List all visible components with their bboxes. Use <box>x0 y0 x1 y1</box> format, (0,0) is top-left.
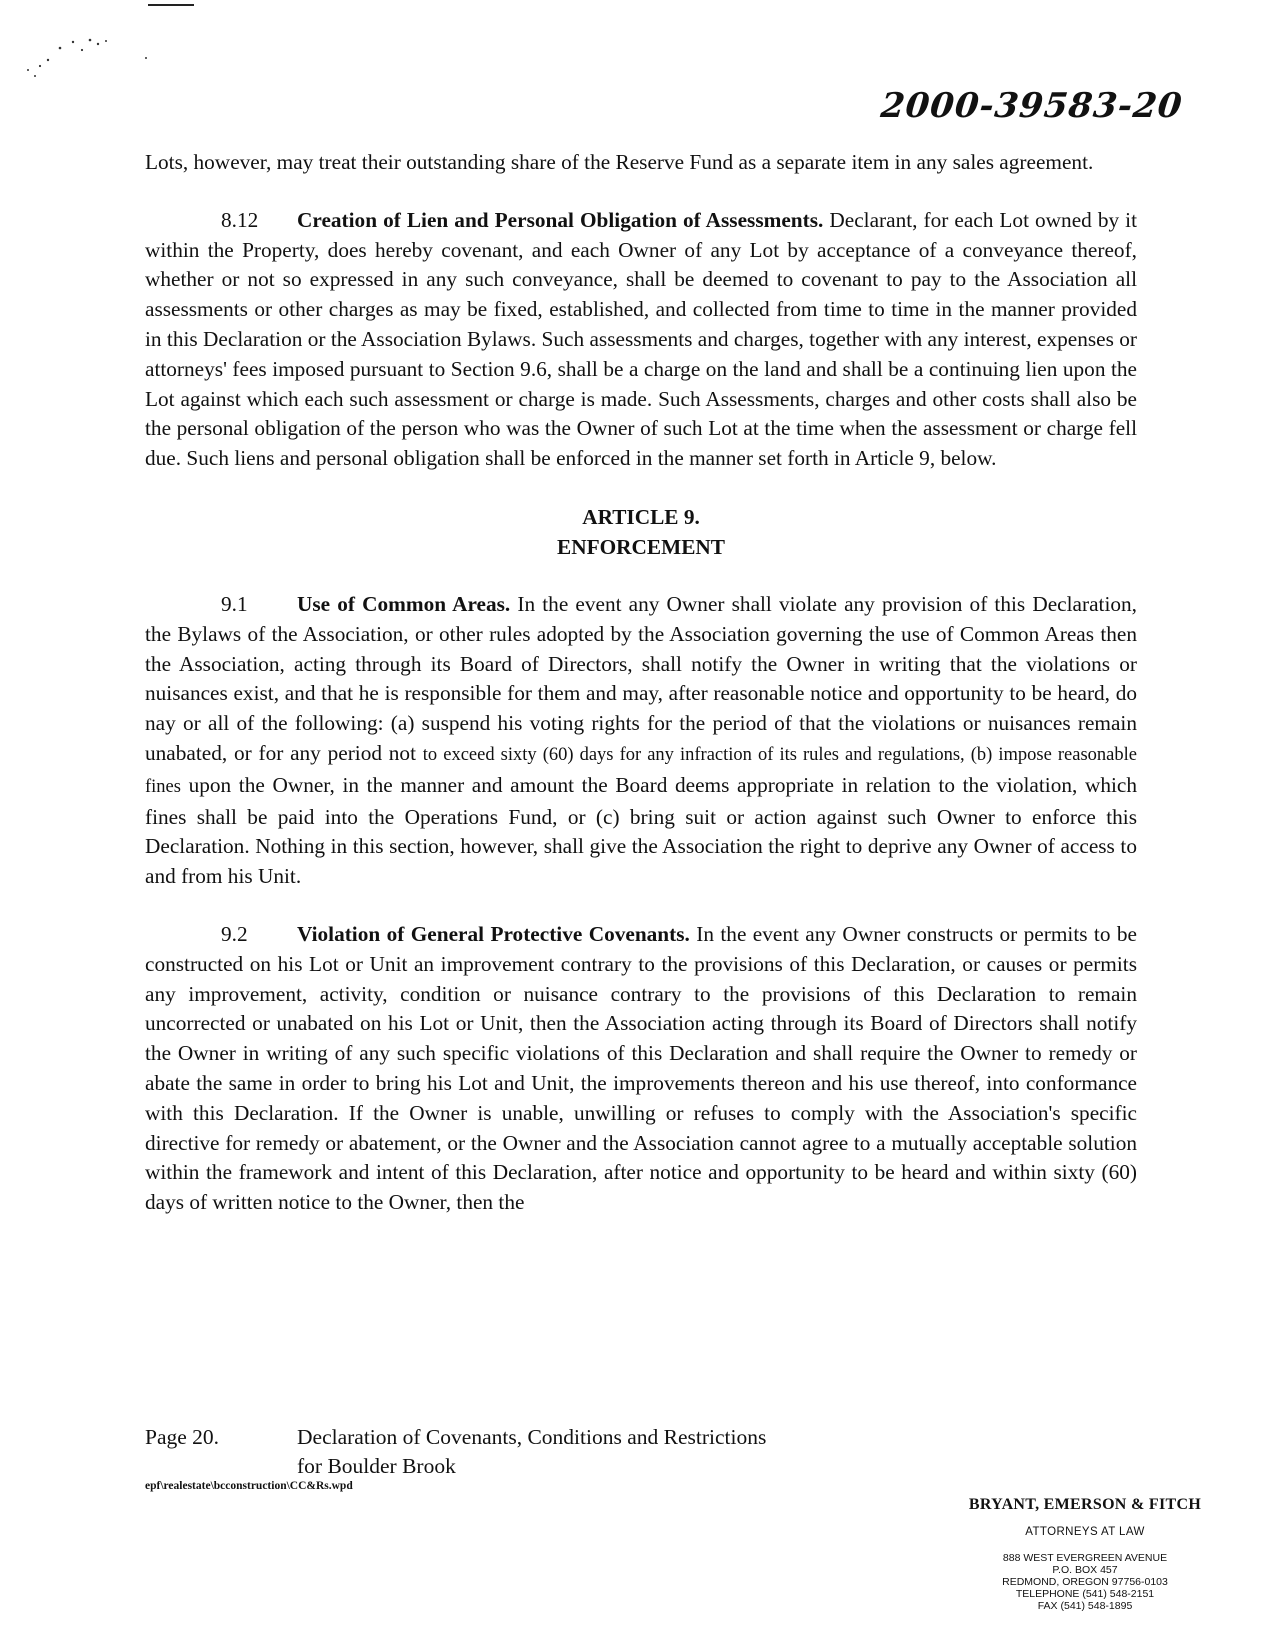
article-number: ARTICLE 9. <box>582 504 700 529</box>
footer-title-continued: for Boulder Brook <box>297 1454 456 1478</box>
footer-title: Declaration of Covenants, Conditions and Restrictions <box>297 1425 767 1449</box>
section-text-small-type: to exceed sixty (60) days for any infraction of its rules and regulations, (b) impose reasonable fines <box>145 744 1137 797</box>
address-line: 888 WEST EVERGREEN AVENUE <box>1002 1552 1168 1564</box>
firm-address <box>940 1552 1230 1612</box>
section-8-12 <box>145 206 1137 474</box>
section-9-1 <box>145 590 1137 892</box>
section-title: Creation of Lien and Personal Obligation of Assessments. <box>297 207 824 232</box>
firm-name: BRYANT, EMERSON & FITCH <box>968 1496 1202 1513</box>
file-path: epf\realestate\bcconstruction\CC&Rs.wpd <box>145 1480 353 1492</box>
article-heading <box>145 502 1137 562</box>
page-footer <box>145 1423 766 1481</box>
section-text: In the event any Owner shall violate any provision of this Declaration, the Bylaws of the Association, or other rules adopted by the Association governing the use of Common Areas then the Association, acting through its Board of Directors, shall notify the Owner in writing that the violations or nuisances exist, and that he is responsible for them and may, after reasonable notice and opportunity to be heard, do nay or all of the following: (a) suspend his voting rights for the period of that the violations or nuisances remain unabated, or for any period not <box>145 591 1137 765</box>
paragraph-continued: Lots, however, may treat their outstanding share of the Reserve Fund as a separate item in any sales agreement. <box>145 150 1094 174</box>
document-body <box>145 148 1137 1218</box>
section-text: Declarant, for each Lot owned by it within the Property, does hereby covenant, and each Owner of any Lot by acceptance of a conveyance thereof, whether or not so expressed in any such conveyance, shall be deemed to covenant to pay to the Association all assessments or other charges as may be fixed, established, and collected from time to time in the manner provided in this Declaration or the Association Bylaws. Such assessments and charges, together with any interest, expenses or attorneys' fees imposed pursuant to Section 9.6, shall be a charge on the land and shall be a continuing lien upon the Lot against which each such assessment or charge is made. Such Assessments, charges and other costs shall also be the personal obligation of the person who was the Owner of such Lot at the time when the assessment or charge fell due. Such liens and personal obligation shall be enforced in the manner set forth in Article 9, below. <box>145 207 1137 471</box>
top-rule-mark <box>148 4 194 6</box>
section-number: 9.2 <box>221 921 248 946</box>
firm-subtitle: ATTORNEYS AT LAW <box>1025 1526 1145 1538</box>
address-line: REDMOND, OREGON 97756-0103 <box>1002 1576 1168 1588</box>
section-number: 8.12 <box>221 207 259 232</box>
article-title: ENFORCEMENT <box>556 534 725 559</box>
recording-number: 2000-39583-20 <box>878 86 1185 126</box>
section-text: In the event any Owner constructs or permits to be constructed on his Lot or Unit an improvement contrary to the provisions of this Declaration, or causes or permits any improvement, activity, condition or nuisance contrary to the provisions of this Declaration to remain uncorrected or unabated on his Lot or Unit, then the Association acting through its Board of Directors shall notify the Owner in writing of any such specific violations of this Declaration and shall require the Owner to remedy or abate the same in order to bring his Lot and Unit, the improvements thereon and his use thereof, into conformance with this Declaration. If the Owner is unable, unwilling or refuses to comply with the Association's specific directive for remedy or abatement, or the Owner and the Association cannot agree to a mutually acceptable solution within the framework and intent of this Declaration, after notice and opportunity to be heard and within sixty (60) days of written notice to the Owner, then the <box>145 921 1137 1215</box>
law-firm-block <box>940 1496 1230 1612</box>
address-line: FAX (541) 548-1895 <box>1037 1600 1133 1612</box>
address-line: P.O. BOX 457 <box>1052 1564 1118 1576</box>
section-number: 9.1 <box>221 591 248 616</box>
scan-speckle-marks <box>18 30 168 90</box>
section-text: upon the Owner, in the manner and amount the Board deems appropriate in relation to the violation, which fines shall be paid into the Operations Fund, or (c) bring suit or action against such Owner to enforce this Declaration. Nothing in this section, however, shall give the Association the right to deprive any Owner of access to and from his Unit. <box>145 772 1137 889</box>
page-number: Page 20. <box>145 1425 220 1449</box>
section-9-2 <box>145 920 1137 1218</box>
section-title: Use of Common Areas. <box>297 591 511 616</box>
section-title: Violation of General Protective Covenants. <box>297 921 690 946</box>
address-line: TELEPHONE (541) 548-2151 <box>1015 1588 1155 1600</box>
